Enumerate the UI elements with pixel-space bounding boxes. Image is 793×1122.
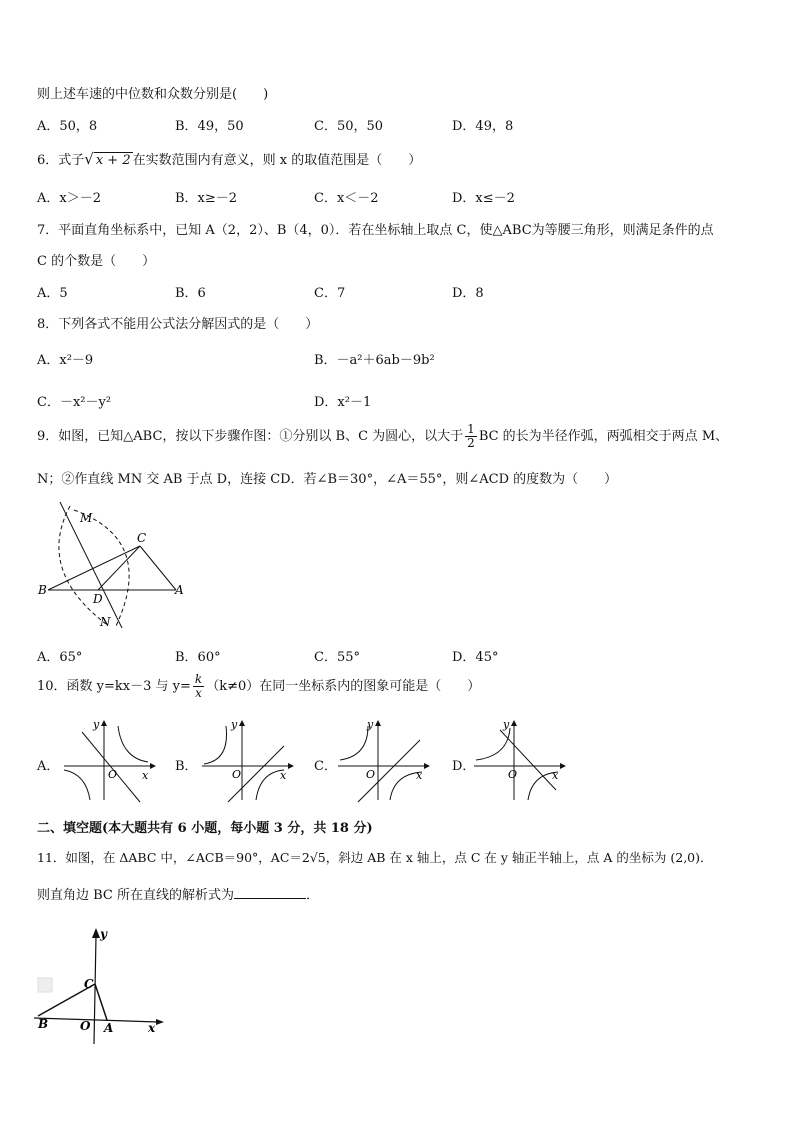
- q9-fraction: [465, 423, 477, 450]
- q9-option-a: A．65°: [37, 650, 83, 665]
- q11-line2-b: ．: [306, 888, 320, 903]
- label-b: B: [38, 583, 47, 597]
- arc-from-b: [74, 510, 129, 626]
- q10-graph-c: [334, 716, 434, 804]
- q8-option-c: C．－x²－y²: [37, 395, 112, 410]
- q9-line2: N；②作直线 MN 交 AB 于点 D，连接 CD．若∠B＝30°，∠A＝55°，则∠ACD 的度数为（ ）: [37, 472, 618, 487]
- line-graph: [500, 730, 556, 790]
- label-n: N: [100, 615, 111, 629]
- y-axis-arrow-icon: [92, 928, 100, 938]
- q10-graph-b: [198, 716, 298, 804]
- q10-option-b: B．: [175, 759, 198, 774]
- q10-frac-num: k: [194, 672, 203, 686]
- q10-option-a: A．: [37, 759, 60, 774]
- axis-label-y: y: [503, 718, 510, 731]
- q5-option-c: C．50，50: [314, 119, 384, 134]
- q9-option-d: D．45°: [452, 650, 499, 665]
- y-axis-arrow-icon: [101, 720, 107, 726]
- q9-option-b: B．60°: [175, 650, 221, 665]
- y-axis-arrow-icon: [239, 720, 245, 726]
- q6-option-c: C．x＜－2: [314, 191, 379, 206]
- hyperbola-branch-1: [118, 726, 148, 762]
- q10-option-c: C．: [314, 759, 337, 774]
- placeholder-square: [38, 978, 52, 992]
- q9-option-c: C．55°: [314, 650, 360, 665]
- q10-stem: [37, 673, 480, 700]
- x-axis-arrow-icon: [424, 763, 430, 769]
- q6-option-a: A．x＞－2: [37, 191, 101, 206]
- segment-ca: [95, 984, 107, 1020]
- y-axis-arrow-icon: [375, 720, 381, 726]
- q5-option-b: B．49，50: [175, 119, 244, 134]
- q11-line2: [37, 884, 319, 903]
- q9-figure: [36, 500, 196, 632]
- label-a: A: [104, 1021, 114, 1035]
- q5-stem: 则上述车速的中位数和众数分别是( ): [37, 87, 269, 102]
- q8-option-b: B．－a²＋6ab－9b²: [314, 353, 435, 368]
- axis-label-x: x: [280, 769, 287, 782]
- q6-option-d: D．x≤－2: [452, 191, 515, 206]
- hyperbola-branch-1: [204, 726, 227, 764]
- axis-label-x: x: [552, 769, 559, 782]
- x-axis-arrow-icon: [560, 763, 566, 769]
- q11-line1: 11．如图，在 ΔABC 中，∠ACB＝90°，AC＝2√5，斜边 AB 在 x 轴上，点 C 在 y 轴正半轴上，点 A 的坐标为 (2,0)．: [37, 850, 713, 865]
- q10-option-d: D．: [452, 759, 476, 774]
- y-axis-arrow-icon: [511, 720, 517, 726]
- axis-label-x: x: [148, 1021, 156, 1035]
- answer-blank[interactable]: [234, 886, 306, 899]
- hyperbola-branch-2: [64, 770, 90, 800]
- q9-line1: [37, 423, 728, 450]
- axis-label-x: x: [142, 769, 149, 782]
- label-b: B: [38, 1017, 49, 1031]
- q10-stem-a: 10．函数 y=kx－3 与 y=: [37, 679, 191, 694]
- q6-stem: [37, 149, 421, 168]
- axis-label-origin: O: [232, 768, 242, 781]
- q10-fraction: [193, 673, 204, 700]
- q7-option-a: A．5: [37, 286, 68, 301]
- q10-graph-d: [470, 716, 570, 804]
- x-axis-arrow-icon: [150, 763, 156, 769]
- q5-option-d: D．49，8: [452, 119, 514, 134]
- label-c: C: [137, 531, 147, 545]
- q8-option-a: A．x²－9: [37, 353, 94, 368]
- label-m: M: [80, 511, 93, 525]
- q7-option-c: C．7: [314, 286, 346, 301]
- axis-label-origin: O: [366, 768, 376, 781]
- x-axis-arrow-icon: [156, 1019, 164, 1025]
- q7-option-d: D．8: [452, 286, 484, 301]
- q8-stem: 8．下列各式不能用公式法分解因式的是（ ）: [37, 317, 319, 332]
- hyperbola-branch-1: [340, 726, 368, 760]
- line-graph: [82, 732, 140, 802]
- q6-prefix: 6．式子: [37, 153, 85, 168]
- axis-label-origin: O: [508, 768, 518, 781]
- q9-line1-b: BC 的长为半径作弧，两弧相交于两点 M、: [478, 429, 729, 444]
- segment-cd: [98, 546, 140, 590]
- hyperbola-branch-1: [476, 728, 510, 760]
- segment-ca: [140, 546, 176, 590]
- q8-option-d: D．x²－1: [314, 395, 372, 410]
- axis-label-y: y: [367, 718, 374, 731]
- y-axis: [94, 936, 96, 1044]
- axis-label-x: x: [416, 769, 423, 782]
- q11-line2-a: 则直角边 BC 所在直线的解析式为: [37, 888, 235, 903]
- q7-line2: C 的个数是（ ）: [37, 254, 156, 269]
- label-o: O: [80, 1019, 91, 1033]
- q7-line1: 7．平面直角坐标系中，已知 A（2，2）、B（4，0）．若在坐标轴上取点 C，使△ABC为等腰三角形，则满足条件的点: [37, 223, 714, 238]
- axis-label-y: y: [100, 927, 107, 941]
- q10-graph-a: [60, 716, 160, 804]
- axis-label-origin: O: [108, 768, 118, 781]
- axis-label-y: y: [231, 718, 238, 731]
- axis-label-y: y: [93, 718, 100, 731]
- q6-option-b: B．x≥－2: [175, 191, 238, 206]
- q5-option-a: A．50，8: [37, 119, 98, 134]
- q7-option-b: B．6: [175, 286, 206, 301]
- q9-line1-a: 9．如图，已知△ABC，按以下步骤作图：①分别以 B、C 为圆心，以大于: [37, 429, 464, 444]
- q9-frac-num: 1: [467, 422, 475, 436]
- sqrt-sign: √: [84, 150, 94, 168]
- q6-suffix: 在实数范围内有意义，则 x 的取值范围是（ ）: [132, 153, 422, 168]
- q6-radicand: x + 2: [95, 153, 131, 168]
- section-2-heading: 二、填空题(本大题共有 6 小题，每小题 3 分，共 18 分): [37, 821, 373, 836]
- x-axis-arrow-icon: [288, 763, 294, 769]
- q11-figure: [34, 922, 174, 1048]
- label-c: C: [84, 977, 94, 991]
- label-d: D: [93, 592, 103, 606]
- q10-stem-b: （k≠0）在同一坐标系内的图象可能是（ ）: [206, 679, 481, 694]
- label-a: A: [175, 583, 184, 597]
- q10-frac-den: x: [195, 686, 202, 700]
- q9-frac-den: 2: [467, 436, 475, 450]
- x-axis: [34, 1018, 158, 1022]
